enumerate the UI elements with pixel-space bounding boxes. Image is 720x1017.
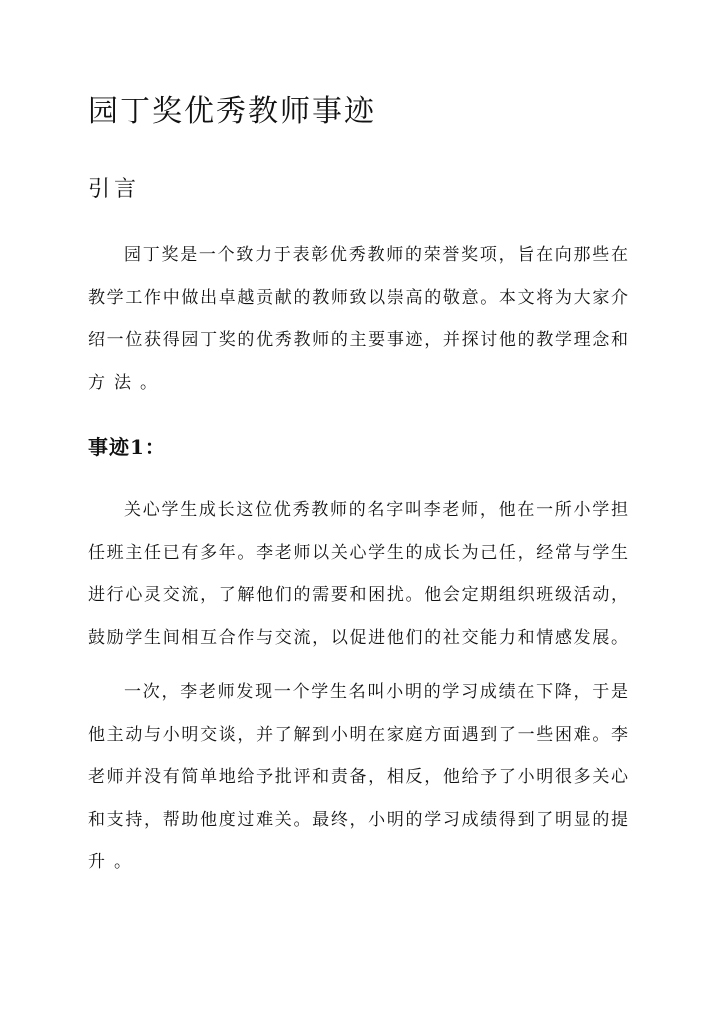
text-line: 绍一位获得园丁奖的优秀教师的主要事迹，并探讨他的教学理念和 bbox=[88, 330, 628, 350]
intro-paragraph bbox=[88, 234, 628, 404]
deed1-paragraph-1 bbox=[88, 489, 628, 659]
text-line: 任班主任已有多年。李老师以关心学生的成长为己任，经常与学生 bbox=[88, 542, 628, 563]
text-line: 教学工作中做出卓越贡献的教师致以崇高的敬意。本文将为大家介 bbox=[88, 287, 628, 308]
text-line: 升。 bbox=[88, 852, 140, 872]
text-line: 园丁奖是一个致力于表彰优秀教师的荣誉奖项，旨在向那些在 bbox=[124, 245, 628, 265]
text-line: 进行心灵交流，了解他们的需要和困扰。他会定期组织班级活动， bbox=[88, 585, 628, 605]
deed1-paragraph-2 bbox=[88, 671, 628, 884]
text-line: 鼓励学生间相互合作与交流，以促进他们的社交能力和情感发展。 bbox=[88, 627, 628, 648]
text-line: 一次，李老师发现一个学生名叫小明的学习成绩在下降，于是 bbox=[124, 682, 628, 702]
text-line: 关心学生成长这位优秀教师的名字叫李老师，他在一所小学担 bbox=[124, 500, 628, 520]
deed1-heading: 事迹1： bbox=[88, 435, 166, 459]
text-line: 他主动与小明交谈，并了解到小明在家庭方面遇到了一些困难。李 bbox=[88, 724, 628, 745]
document-title: 园丁奖优秀教师事迹 bbox=[88, 94, 376, 129]
text-line: 方法。 bbox=[88, 372, 166, 393]
text-line: 老师并没有简单地给予批评和责备，相反，他给予了小明很多关心 bbox=[88, 767, 628, 787]
intro-heading: 引言 bbox=[88, 177, 141, 202]
text-line: 和支持，帮助他度过难关。最终，小明的学习成绩得到了明显的提 bbox=[88, 809, 628, 830]
